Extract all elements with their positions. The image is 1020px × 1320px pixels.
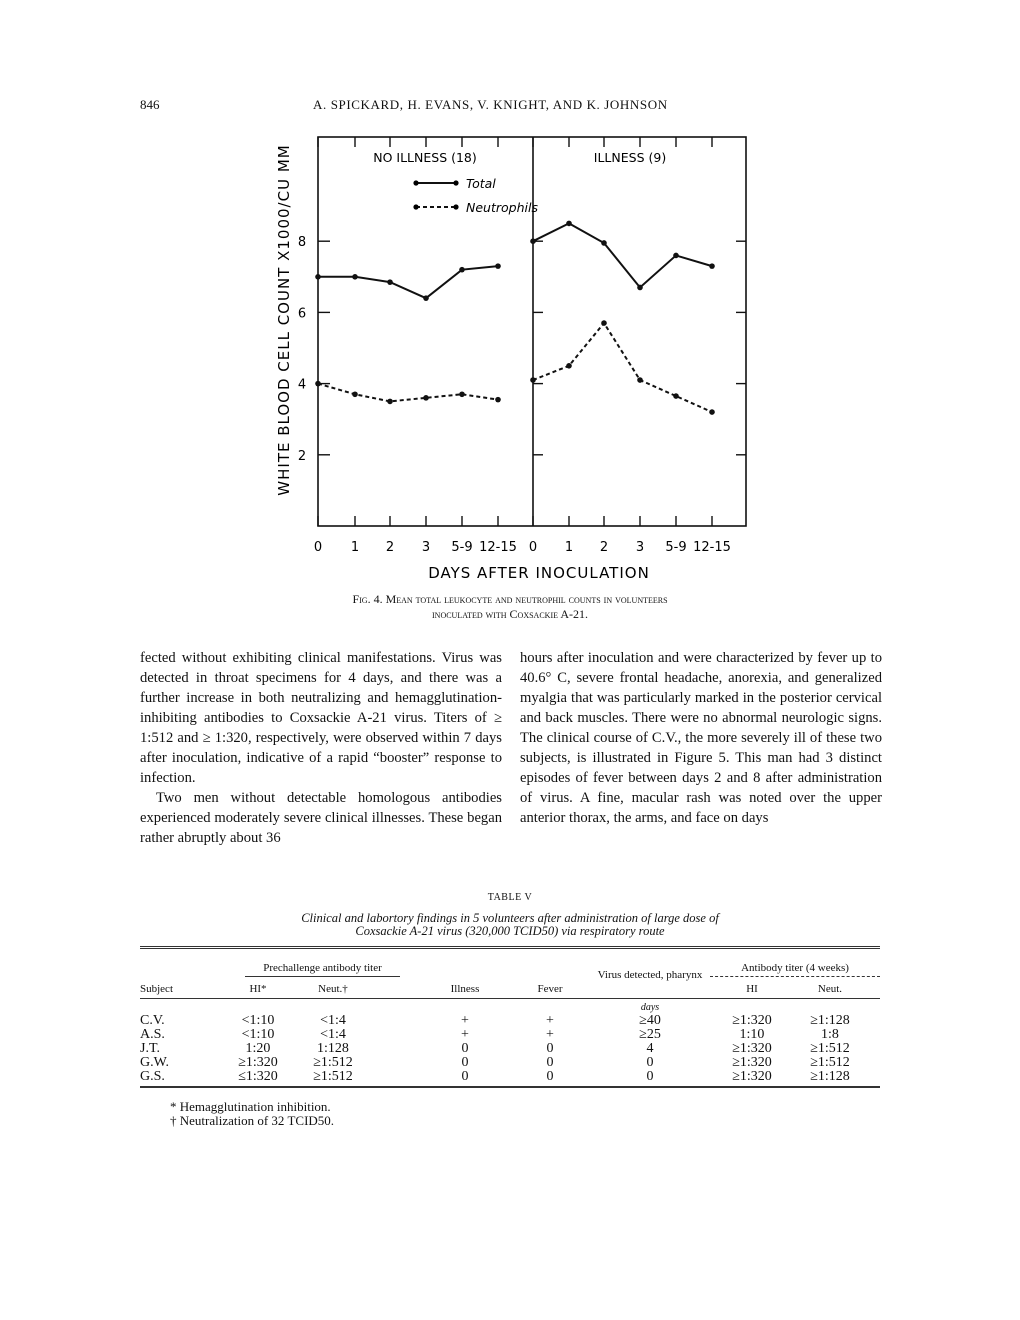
table-cell: ≥1:320	[732, 1013, 772, 1028]
data-point	[637, 377, 643, 383]
data-point	[673, 393, 679, 399]
data-point	[530, 377, 536, 383]
table-cell: 0	[461, 1041, 469, 1056]
data-point	[709, 263, 715, 269]
table-cell: +	[461, 1027, 469, 1042]
x-tick-label: 12-15	[479, 540, 517, 555]
x-tick-label: 0	[528, 540, 538, 555]
column-header: Neut.†	[318, 983, 348, 995]
data-point	[495, 397, 501, 403]
table-cell: 1:128	[317, 1041, 349, 1056]
table-title-line-2: Coxsackie A-21 virus (320,000 TCID50) via respiratory route	[355, 924, 665, 938]
table-v	[140, 958, 880, 1108]
x-tick-label: 5-9	[665, 540, 687, 555]
table-cell: ≤1:320	[238, 1069, 278, 1084]
group-header-prechallenge: Prechallenge antibody titer	[245, 962, 400, 977]
table-title	[140, 912, 880, 938]
unit-days: days	[640, 1002, 660, 1013]
x-tick-label: 0	[313, 540, 323, 555]
x-tick-label: 3	[421, 540, 431, 555]
data-point	[315, 274, 321, 280]
page-number: 846	[140, 97, 160, 112]
table-cell: 1:10	[739, 1027, 765, 1042]
legend-marker	[453, 204, 458, 209]
column-header: HI	[746, 983, 758, 995]
x-tick-label: 2	[385, 540, 395, 555]
data-point	[566, 363, 572, 369]
caption-line-1: Fig. 4. Mean total leukocyte and neutrophil counts in volunteers	[352, 592, 668, 606]
column-header: Illness	[450, 983, 480, 995]
table-cell: 1:20	[245, 1041, 271, 1056]
column-header: Fever	[537, 983, 563, 995]
series-line-neutrophils	[533, 323, 712, 412]
footnote: † Neutralization of 32 TCID50.	[170, 1113, 335, 1128]
column-header: HI*	[249, 983, 267, 995]
paragraph: fected without exhibiting clinical manifestations. Virus was detected in throat specimens for 4 days, and there was a further increase in both neutralizing and hemagglutination-inhibiting antibodies to Coxsackie A-21 virus. Titers of ≥ 1:512 and ≥ 1:320, respectively, were observed within 7 days after inoculation, indicative of a rapid “booster” response to infection.	[140, 650, 502, 786]
series-line-total	[318, 266, 498, 298]
y-tick-label: 8	[297, 235, 307, 251]
table-cell: ≥1:320	[238, 1055, 278, 1070]
table-label: TABLE V	[487, 892, 533, 903]
table-cell: ≥1:320	[732, 1055, 772, 1070]
table-row	[140, 1056, 880, 1070]
table-cell: 0	[546, 1069, 554, 1084]
data-point	[459, 391, 465, 397]
data-point	[459, 267, 465, 273]
y-tick-label: 4	[297, 377, 307, 393]
legend-marker	[453, 180, 458, 185]
table-row	[140, 1070, 880, 1084]
table-cell: 4	[646, 1041, 654, 1056]
x-tick-label: 2	[599, 540, 609, 555]
data-point	[601, 320, 607, 326]
data-point	[566, 221, 572, 227]
plot-frame	[318, 137, 746, 526]
wbc-chart	[0, 0, 1020, 590]
data-point	[530, 238, 536, 244]
table-cell: C.V.	[140, 1013, 165, 1028]
table-cell: 0	[461, 1069, 469, 1084]
x-tick-label: 3	[635, 540, 645, 555]
table-cell: A.S.	[140, 1027, 165, 1042]
data-point	[387, 279, 393, 285]
table-cell: <1:4	[320, 1013, 346, 1028]
table-cell: 0	[546, 1055, 554, 1070]
table-cell: G.W.	[140, 1055, 170, 1070]
data-point	[423, 395, 429, 401]
table-cell: 0	[461, 1055, 469, 1070]
data-point	[673, 253, 679, 259]
group-header-4weeks: Antibody titer (4 weeks)	[710, 962, 880, 977]
table-cell: ≥25	[639, 1027, 661, 1042]
table-cell: ≥1:512	[313, 1055, 353, 1070]
table-cell: 1:8	[821, 1027, 839, 1042]
data-point	[423, 295, 429, 301]
table-cell: <1:10	[241, 1013, 275, 1028]
paragraph: Two men without detectable homologous antibodies experienced moderately severe clinical illnesses. These began rather abruptly about 36	[140, 790, 502, 846]
running-header: A. SPICKARD, H. EVANS, V. KNIGHT, AND K. JOHNSON	[313, 97, 668, 112]
data-point	[387, 399, 393, 405]
caption-line-2: inoculated with Coxsackie A-21.	[432, 607, 588, 621]
table-cell: ≥1:320	[732, 1069, 772, 1084]
legend-neutrophils-label: Neutrophils	[466, 200, 538, 215]
x-tick-label: 12-15	[693, 540, 731, 555]
table-cell: ≥1:512	[810, 1055, 850, 1070]
table-row	[140, 1014, 880, 1028]
column-header: Neut.	[817, 983, 843, 995]
y-tick-label: 2	[297, 448, 307, 464]
table-cell: 0	[646, 1069, 654, 1084]
data-point	[352, 391, 358, 397]
panel-title: NO ILLNESS (18)	[373, 150, 477, 165]
table-cell: +	[546, 1027, 554, 1042]
data-point	[315, 381, 321, 387]
data-point	[352, 274, 358, 280]
body-right-column	[520, 648, 882, 828]
body-left-column	[140, 648, 502, 848]
legend-marker	[413, 204, 418, 209]
panel-title: ILLNESS (9)	[593, 150, 667, 165]
table-cell: ≥1:512	[810, 1041, 850, 1056]
y-tick-label: 6	[297, 306, 307, 322]
data-point	[637, 285, 643, 291]
series-line-total	[533, 223, 712, 287]
x-tick-label: 1	[350, 540, 360, 555]
table-cell: ≥40	[639, 1013, 661, 1028]
footnote: * Hemagglutination inhibition.	[170, 1099, 331, 1114]
table-row	[140, 1042, 880, 1056]
series-line-neutrophils	[318, 384, 498, 402]
data-point	[709, 409, 715, 415]
column-header: Subject	[140, 983, 173, 995]
paragraph: hours after inoculation and were characterized by fever up to 40.6° C, severe frontal headache, anorexia, and generalized myalgia that was particularly marked in the posterior cervical and back muscles. There were no abnormal neurologic signs. The clinical course of C.V., the more severely ill of these two subjects, is illustrated in Figure 5. This man had 3 distinct episodes of fever between days 2 and 8 after administration of virus. A fine, macular rash was noted over the upper anterior thorax, the arms, and face on days	[520, 650, 882, 826]
table-cell: 0	[546, 1041, 554, 1056]
table-cell: <1:4	[320, 1027, 346, 1042]
table-cell: +	[461, 1013, 469, 1028]
table-row	[140, 1028, 880, 1042]
table-cell: 0	[646, 1055, 654, 1070]
table-cell: ≥1:128	[810, 1069, 850, 1084]
table-cell: ≥1:512	[313, 1069, 353, 1084]
x-tick-label: 1	[564, 540, 574, 555]
legend-marker	[413, 180, 418, 185]
table-cell: G.S.	[140, 1069, 165, 1084]
table-title-line-1: Clinical and labortory findings in 5 volunteers after administration of large dose of	[301, 911, 719, 925]
table-cell: ≥1:128	[810, 1013, 850, 1028]
legend-total-label: Total	[466, 176, 496, 191]
table-cell: J.T.	[140, 1041, 160, 1056]
y-axis-label: WHITE BLOOD CELL COUNT X1000/CU MM	[275, 144, 293, 496]
figure-caption	[270, 592, 750, 622]
data-point	[495, 263, 501, 269]
data-point	[601, 240, 607, 246]
x-axis-label: DAYS AFTER INOCULATION	[428, 564, 650, 582]
table-cell: +	[546, 1013, 554, 1028]
table-cell: ≥1:320	[732, 1041, 772, 1056]
table-cell: <1:10	[241, 1027, 275, 1042]
column-header: Virus detected, pharynx	[597, 969, 703, 981]
table-footnotes	[170, 1100, 334, 1128]
x-tick-label: 5-9	[451, 540, 473, 555]
